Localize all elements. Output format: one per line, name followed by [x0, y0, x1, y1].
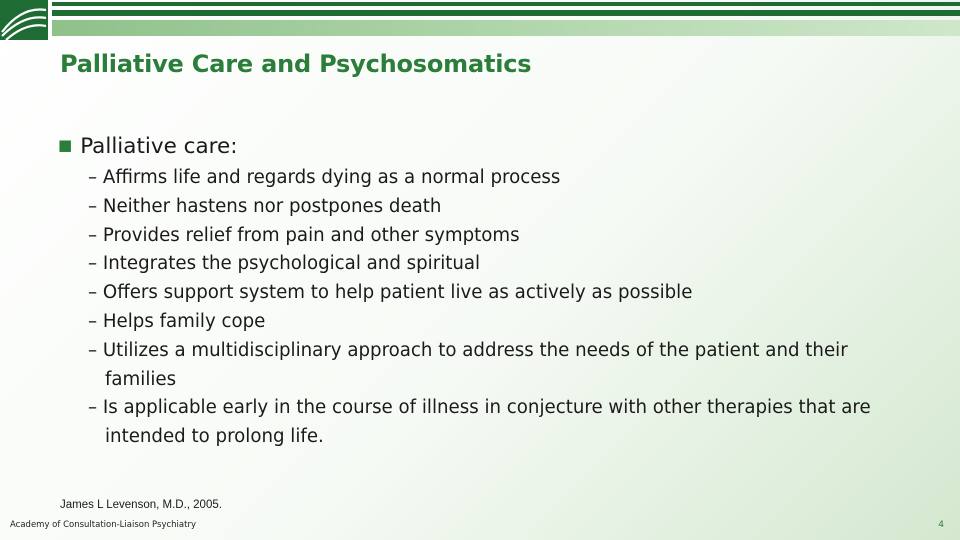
list-item: – Neither hastens nor postpones death — [88, 195, 442, 217]
list-item: – Helps family cope — [88, 310, 266, 332]
main-bullet — [58, 134, 237, 159]
list-item: – Integrates the psychological and spiritual — [88, 253, 481, 275]
citation: James L Levenson, M.D., 2005. — [60, 499, 222, 511]
square-bullet-icon: ■ — [58, 136, 73, 154]
footer-organization: Academy of Consultation-Liaison Psychiatry — [10, 520, 196, 530]
sub-bullet-list — [88, 164, 918, 452]
list-item: – Utilizes a multidisciplinary approach to address the needs of the patient and their families — [88, 339, 848, 390]
slide-title: Palliative Care and Psychosomatics — [60, 50, 532, 78]
list-item: – Provides relief from pain and other symptoms — [88, 224, 520, 246]
header-bar-light — [52, 20, 960, 36]
main-bullet-text: Palliative care: — [80, 134, 238, 159]
academy-logo-icon — [0, 0, 48, 40]
header-bar-top — [52, 2, 960, 6]
header-bar-middle — [52, 10, 960, 16]
list-item: – Offers support system to help patient live as actively as possible — [88, 282, 693, 304]
page-number: 4 — [938, 520, 944, 530]
list-item: – Affirms life and regards dying as a normal process — [88, 167, 561, 188]
list-item: – Is applicable early in the course of illness in conjecture with other therapies that are intended to prolong life. — [88, 397, 871, 448]
